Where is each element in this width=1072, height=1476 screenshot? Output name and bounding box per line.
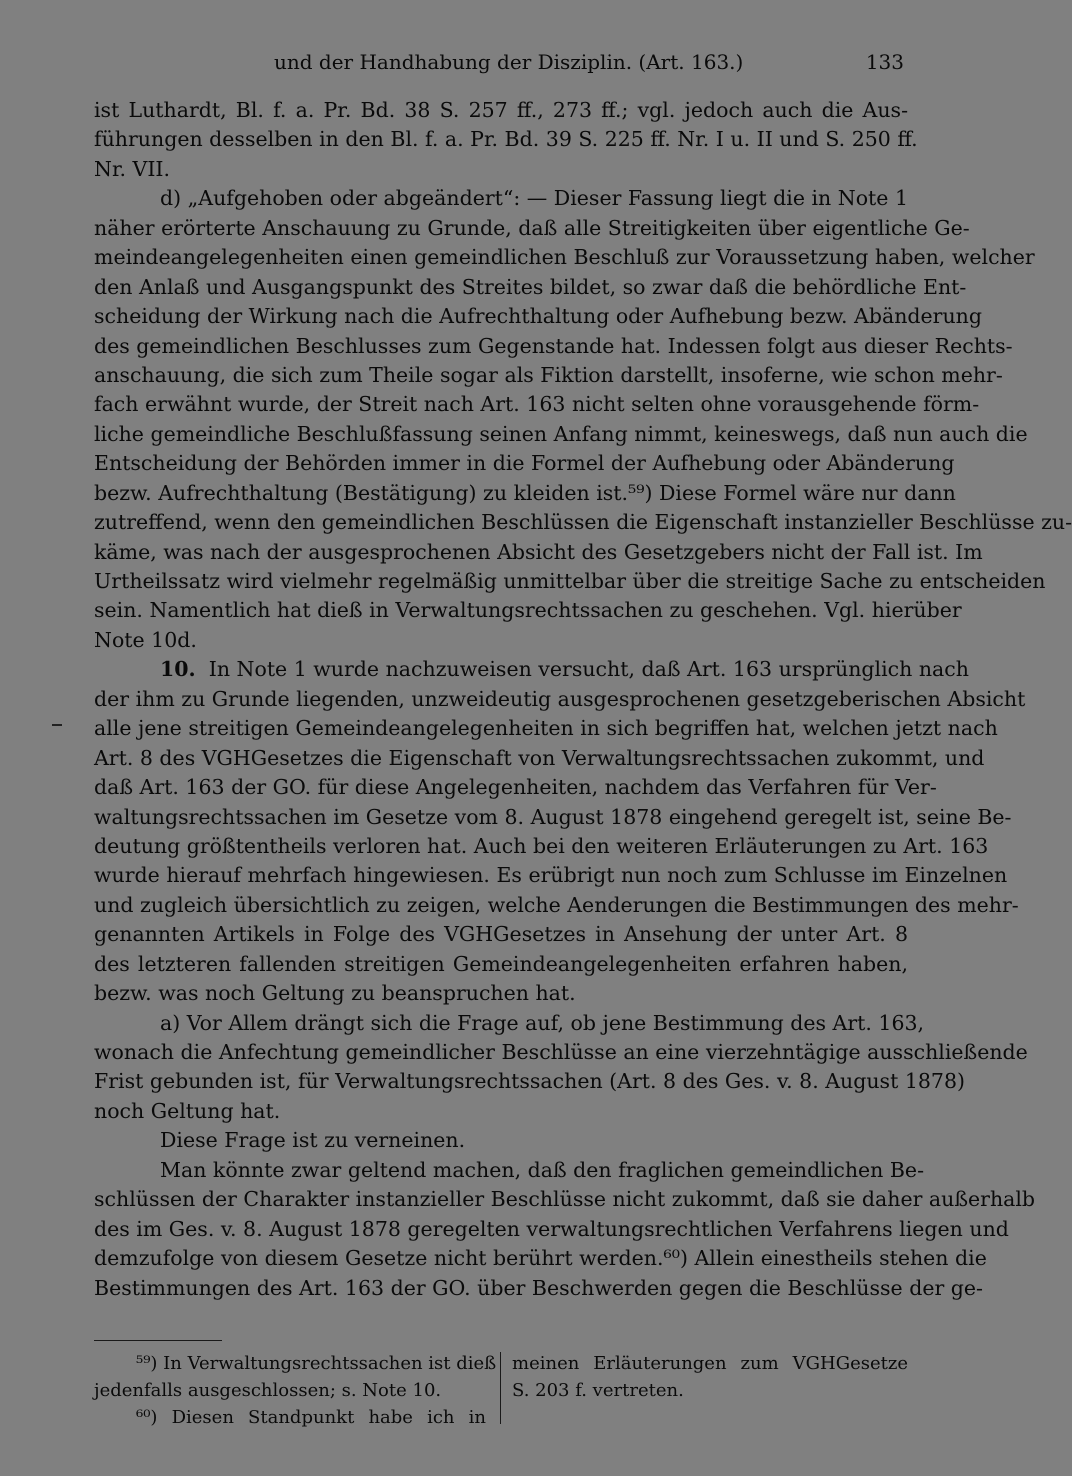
footnote-line: meinen Erläuterungen zum VGHGesetze xyxy=(512,1353,908,1374)
text-line: daß Art. 163 der GO. für diese Angelegenheiten, nachdem das Verfahren für Ver- xyxy=(94,775,937,800)
text-line: führungen desselben in den Bl. f. a. Pr. Bd. 39 S. 225 ff. Nr. I u. II und S. 250 ff. xyxy=(94,127,918,152)
text-line: käme, was nach der ausgesprochenen Absicht des Gesetzgebers nicht der Fall ist. Im xyxy=(94,539,983,564)
text-line: schlüssen der Charakter instanzieller Beschlüsse nicht zukommt, daß sie daher außerhalb xyxy=(94,1187,1036,1212)
text-line: Nr. VII. xyxy=(94,156,171,181)
text-line: des im Ges. v. 8. August 1878 geregelten verwaltungsrechtlichen Verfahrens liegen und xyxy=(94,1216,1009,1241)
text-line: alle jene streitigen Gemeindeangelegenheiten in sich begriffen hat, welchen jetzt nach xyxy=(94,716,998,741)
footnote-line: S. 203 f. vertreten. xyxy=(512,1380,684,1401)
footnote-separator xyxy=(94,1340,222,1341)
text-line: liche gemeindliche Beschlußfassung seinen Anfang nimmt, keineswegs, daß nun auch die xyxy=(94,421,1028,446)
margin-mark xyxy=(52,724,62,726)
text-line: zutreffend, wenn den gemeindlichen Beschlüssen die Eigenschaft instanzieller Beschlüsse zu- xyxy=(94,510,1072,535)
text-line: fach erwähnt wurde, der Streit nach Art. 163 nicht selten ohne vorausgehende förm- xyxy=(94,392,980,417)
text-line: a) Vor Allem drängt sich die Frage auf, ob jene Bestimmung des Art. 163, xyxy=(160,1010,925,1035)
text-line: des gemeindlichen Beschlusses zum Gegenstande hat. Indessen folgt aus dieser Rechts- xyxy=(94,333,1013,358)
text-line: Diese Frage ist zu verneinen. xyxy=(160,1128,466,1153)
text-line: wonach die Anfechtung gemeindlicher Beschlüsse an eine vierzehntägige ausschließende xyxy=(94,1040,1028,1064)
text-line: des letzteren fallenden streitigen Gemeindeangelegenheiten erfahren haben, xyxy=(94,951,908,976)
text-line: Note 10d. xyxy=(94,627,197,652)
footnote-line: ⁶⁰) Diesen Standpunkt habe ich in xyxy=(136,1407,486,1428)
text-line: und zugleich übersichtlich zu zeigen, welche Aenderungen die Bestimmungen des mehr- xyxy=(94,892,1019,917)
text-line: Art. 8 des VGHGesetzes die Eigenschaft von Verwaltungsrechtssachen zukommt, und xyxy=(94,745,985,770)
text-line: deutung größtentheils verloren hat. Auch bei den weiteren Erläuterungen zu Art. 163 xyxy=(94,833,989,858)
text-line: Entscheidung der Behörden immer in die Formel der Aufhebung oder Abänderung xyxy=(94,451,955,476)
footnote-column-right xyxy=(512,1350,908,1404)
text-line: bezw. Aufrechthaltung (Bestätigung) zu kleiden ist.⁵⁹) Diese Formel wäre nur dann xyxy=(94,480,956,505)
text-line: anschauung, die sich zum Theile sogar als Fiktion darstellt, insoferne, wie schon mehr- xyxy=(94,362,1003,387)
text-line: d) „Aufgehoben oder abgeändert“: — Dieser Fassung liegt die in Note 1 xyxy=(160,186,908,211)
footnote-column-left xyxy=(94,1350,497,1431)
text-line: näher erörterte Anschauung zu Grunde, daß alle Streitigkeiten über eigentliche Ge- xyxy=(94,215,970,240)
footnote-line: jedenfalls ausgeschlossen; s. Note 10. xyxy=(94,1380,442,1401)
text-line: den Anlaß und Ausgangspunkt des Streites bildet, so zwar daß die behördliche Ent- xyxy=(94,274,967,299)
text-line: waltungsrechtssachen im Gesetze vom 8. August 1878 eingehend geregelt ist, seine Be- xyxy=(94,804,1012,829)
text-line: scheidung der Wirkung nach die Aufrechthaltung oder Aufhebung bezw. Abänderung xyxy=(94,304,982,329)
text-line: Man könnte zwar geltend machen, daß den fraglichen gemeindlichen Be- xyxy=(160,1157,924,1182)
paragraph-10-first-line xyxy=(94,655,969,684)
text-line: bezw. was noch Geltung zu beanspruchen hat. xyxy=(94,981,576,1006)
text-line: wurde hierauf mehrfach hingewiesen. Es erübrigt nun noch zum Schlusse im Einzelnen xyxy=(94,863,1008,888)
page-number: 133 xyxy=(865,50,904,74)
text-line: In Note 1 wurde nachzuweisen versucht, daß Art. 163 ursprünglich nach xyxy=(208,657,969,682)
footnote-line: ⁵⁹) In Verwaltungsrechtssachen ist dieß xyxy=(136,1353,497,1374)
text-line: Urtheilssatz wird vielmehr regelmäßig unmittelbar über die streitige Sache zu entscheiden xyxy=(94,569,1046,593)
text-line: demzufolge von diesem Gesetze nicht berührt werden.⁶⁰) Allein einestheils stehen die xyxy=(94,1246,987,1271)
text-line: der ihm zu Grunde liegenden, unzweideutig ausgesprochenen gesetzgeberischen Absicht xyxy=(94,686,1026,711)
text-line: meindeangelegenheiten einen gemeindlichen Beschluß zur Voraussetzung haben, welcher xyxy=(94,245,1035,270)
text-line: Bestimmungen des Art. 163 der GO. über Beschwerden gegen die Beschlüsse der ge- xyxy=(94,1275,983,1300)
main-text xyxy=(94,96,1072,1303)
text-line: sein. Namentlich hat dieß in Verwaltungsrechtssachen zu geschehen. Vgl. hierüber xyxy=(94,598,962,623)
text-line: Frist gebunden ist, für Verwaltungsrechtssachen (Art. 8 des Ges. v. 8. August 1878) xyxy=(94,1069,965,1094)
footnote-column-divider xyxy=(500,1352,501,1424)
running-title: und der Handhabung der Disziplin. (Art. 163.) xyxy=(274,50,744,74)
text-line: genannten Artikels in Folge des VGHGesetzes in Ansehung der unter Art. 8 xyxy=(94,922,908,947)
text-line: noch Geltung hat. xyxy=(94,1098,281,1123)
paragraph-number: 10. xyxy=(160,657,196,682)
page-header xyxy=(92,46,908,80)
text-line: ist Luthardt, Bl. f. a. Pr. Bd. 38 S. 257 ff., 273 ff.; vgl. jedoch auch die Aus- xyxy=(94,98,908,122)
